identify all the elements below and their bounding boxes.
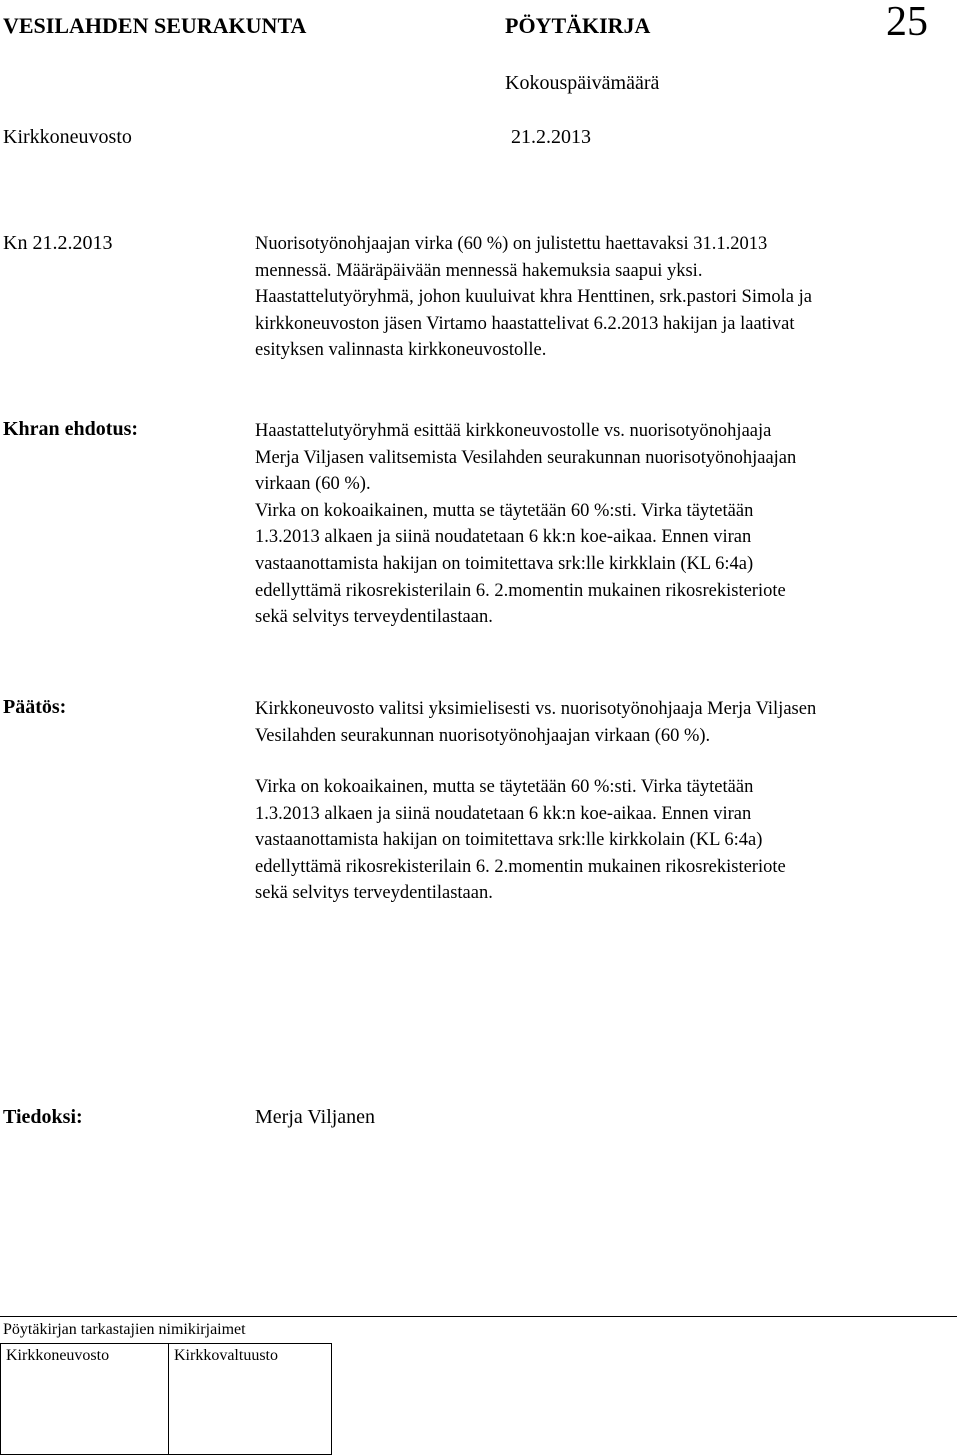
intro-line: Haastattelutyöryhmä, johon kuuluivat khra Henttinen, srk.pastori Simola ja [255, 287, 812, 308]
proposal-line: 1.3.2013 alkaen ja siinä noudatetaan 6 kk:n koe-aikaa. Ennen viran [255, 527, 752, 548]
intro-text [255, 231, 812, 364]
meeting-date: 21.2.2013 [511, 126, 591, 148]
decision-line: Kirkkoneuvosto valitsi yksimielisesti vs. nuorisotyönohjaaja Merja Viljasen [255, 699, 817, 719]
decision-label: Päätös: [3, 696, 67, 718]
decision-line: vastaanottamista hakijan on toimitettava srk:lle kirkkolain (KL 6:4a) [255, 830, 763, 851]
decision-line: edellyttämä rikosrekisterilain 6. 2.momentin mukainen rikosrekisteriote [255, 856, 786, 877]
document-type: PÖYTÄKIRJA [505, 13, 651, 38]
decision-line: 1.3.2013 alkaen ja siinä noudatetaan 6 kk:n koe-aikaa. Ennen viran [255, 803, 752, 824]
decision-text-a [255, 696, 816, 749]
proposal-line: Merja Viljasen valitsemista Vesilahden seurakunnan nuorisotyönohjaajan [255, 447, 797, 468]
proposal-line: vastaanottamista hakijan on toimitettava srk:lle kirkklain (KL 6:4a) [255, 553, 754, 574]
page-number: 25 [886, 0, 928, 45]
signature-cell-board [1, 1344, 169, 1455]
proposal-text [255, 418, 796, 631]
organization-name: VESILAHDEN SEURAKUNTA [3, 13, 307, 38]
proposal-line: sekä selvitys terveydentilastaan. [255, 607, 493, 628]
intro-line: kirkkoneuvoston jäsen Virtamo haastattelivat 6.2.2013 hakijan ja laativat [255, 313, 795, 334]
decision-text-b [255, 774, 786, 907]
signature-col-board: Kirkkoneuvosto [6, 1347, 110, 1364]
signature-caption: Pöytäkirjan tarkastajien nimikirjaimet [3, 1321, 246, 1338]
decision-line: sekä selvitys terveydentilastaan. [255, 883, 493, 904]
signature-col-council: Kirkkovaltuusto [174, 1347, 278, 1364]
date-caption: Kokouspäivämäärä [505, 72, 660, 94]
intro-line: Nuorisotyönohjaajan virka (60 %) on julistettu haettavaksi 31.1.2013 [255, 234, 768, 254]
meeting-body: Kirkkoneuvosto [3, 126, 132, 148]
proposal-line: Haastattelutyöryhmä esittää kirkkoneuvostolle vs. nuorisotyönohjaaja [255, 421, 772, 441]
notice-recipient: Merja Viljanen [255, 1106, 376, 1128]
proposal-line: Virka on kokoaikainen, mutta se täytetään 60 %:sti. Virka täytetään [255, 500, 754, 521]
intro-label: Kn 21.2.2013 [3, 232, 113, 254]
proposal-line: edellyttämä rikosrekisterilain 6. 2.momentin mukainen rikosrekisteriote [255, 580, 786, 601]
proposal-label: Khran ehdotus: [3, 418, 139, 440]
intro-line: esityksen valinnasta kirkkoneuvostolle. [255, 340, 547, 361]
signature-table [0, 1343, 332, 1455]
intro-line: mennessä. Määräpäivään mennessä hakemuksia saapui yksi. [255, 260, 703, 281]
decision-line: Vesilahden seurakunnan nuorisotyönohjaajan virkaan (60 %). [255, 725, 711, 746]
decision-line: Virka on kokoaikainen, mutta se täytetään 60 %:sti. Virka täytetään [255, 777, 754, 797]
signature-divider [0, 1316, 957, 1317]
signature-cell-council [169, 1344, 332, 1455]
proposal-line: virkaan (60 %). [255, 474, 371, 495]
notice-label: Tiedoksi: [3, 1106, 83, 1128]
